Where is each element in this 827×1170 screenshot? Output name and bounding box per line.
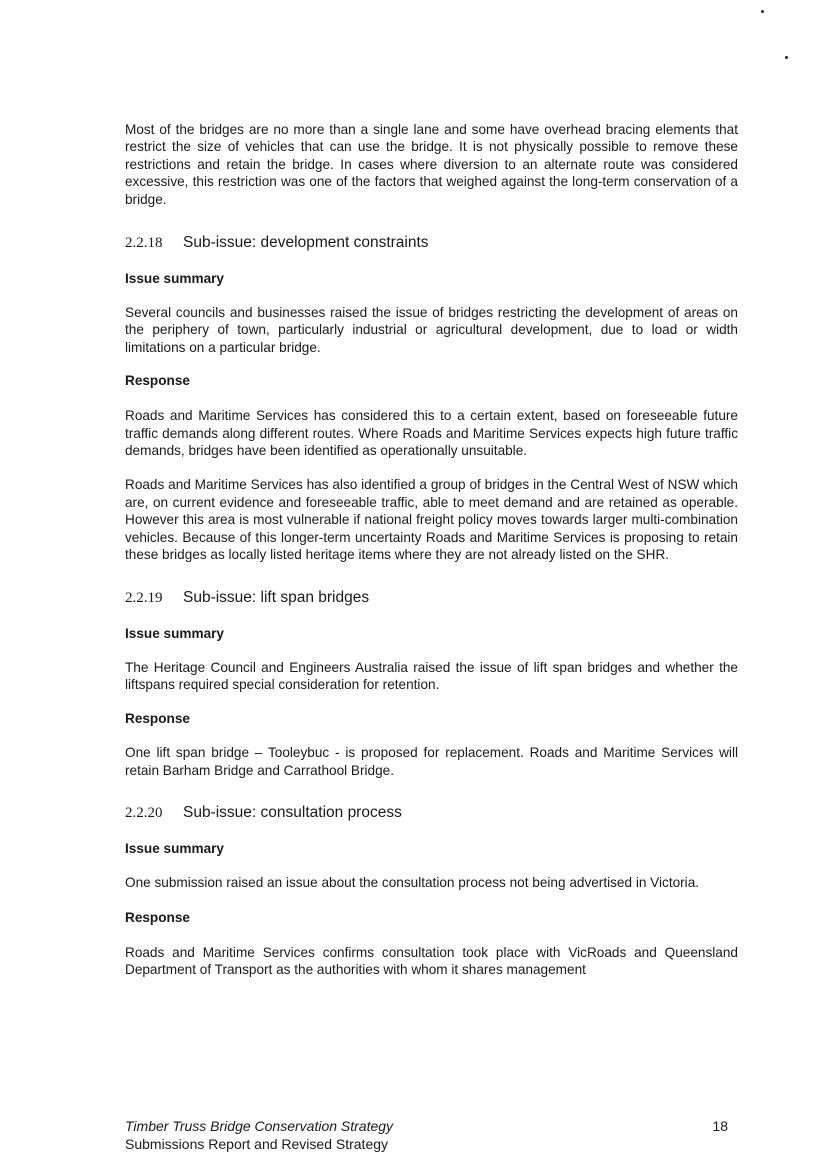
response-label: Response	[125, 373, 190, 389]
section-title: Sub-issue: consultation process	[183, 804, 402, 822]
response-label: Response	[125, 711, 190, 727]
issue-summary-label: Issue summary	[125, 625, 224, 641]
response-text: Roads and Maritime Services has also identified a group of bridges in the Central West of NSW which are, on current evidence and foreseeable traffic, able to meet demand and are retained as operable. However this area is most vulnerable if national freight policy moves towards larger multi-combination vehicles. Because of this longer-term uncertainty Roads and Maritime Services is proposing to retain these bridges as locally listed heritage items where they are not already listed on the SHR.	[125, 477, 738, 563]
section-title: Sub-issue: lift span bridges	[183, 588, 370, 606]
section-number: 2.2.18	[125, 235, 163, 252]
issue-summary-label: Issue summary	[125, 271, 224, 287]
section-heading	[125, 803, 738, 823]
page-body	[125, 121, 738, 978]
scan-speck	[785, 56, 788, 59]
section-heading	[125, 233, 738, 253]
issue-summary-text: One submission raised an issue about the consultation process not being advertised in Victoria.	[125, 875, 700, 891]
scan-speck	[761, 10, 764, 13]
section-heading	[125, 588, 738, 608]
footer-document-subtitle: Submissions Report and Revised Strategy	[125, 1136, 389, 1152]
response-text: Roads and Maritime Services has considered this to a certain extent, based on foreseeable future traffic demands along different routes. Where Roads and Maritime Services expects high future traffic demands, bridges have been identified as operationally unsuitable.	[125, 408, 738, 459]
page-number: 18	[712, 1118, 728, 1134]
intro-paragraph: Most of the bridges are no more than a single lane and some have overhead bracing elements that restrict the size of vehicles that can use the bridge. It is not physically possible to remove these restrictions and retain the bridge. In cases where diversion to an alternate route was considered excessive, this restriction was one of the factors that weighed against the long-term conservation of a bridge.	[125, 122, 738, 207]
issue-summary-text: The Heritage Council and Engineers Australia raised the issue of lift span bridges and whether the liftspans required special consideration for retention.	[125, 659, 738, 692]
response-text: Roads and Maritime Services confirms consultation took place with VicRoads and Queensland Department of Transport as the authorities with whom it shares management	[125, 944, 738, 977]
issue-summary-label: Issue summary	[125, 841, 224, 857]
response-text: One lift span bridge – Tooleybuc - is proposed for replacement. Roads and Maritime Services will retain Barham Bridge and Carrathool Bridge.	[125, 745, 738, 778]
section-number: 2.2.19	[125, 589, 163, 606]
footer-document-title: Timber Truss Bridge Conservation Strategy	[125, 1118, 394, 1134]
page-footer	[125, 1117, 728, 1153]
section-title: Sub-issue: development constraints	[183, 234, 429, 252]
section-number: 2.2.20	[125, 805, 163, 822]
response-label: Response	[125, 909, 190, 925]
issue-summary-text: Several councils and businesses raised the issue of bridges restricting the development of areas on the periphery of town, particularly industrial or agricultural development, due to load or width limitations on a particular bridge.	[125, 305, 738, 355]
